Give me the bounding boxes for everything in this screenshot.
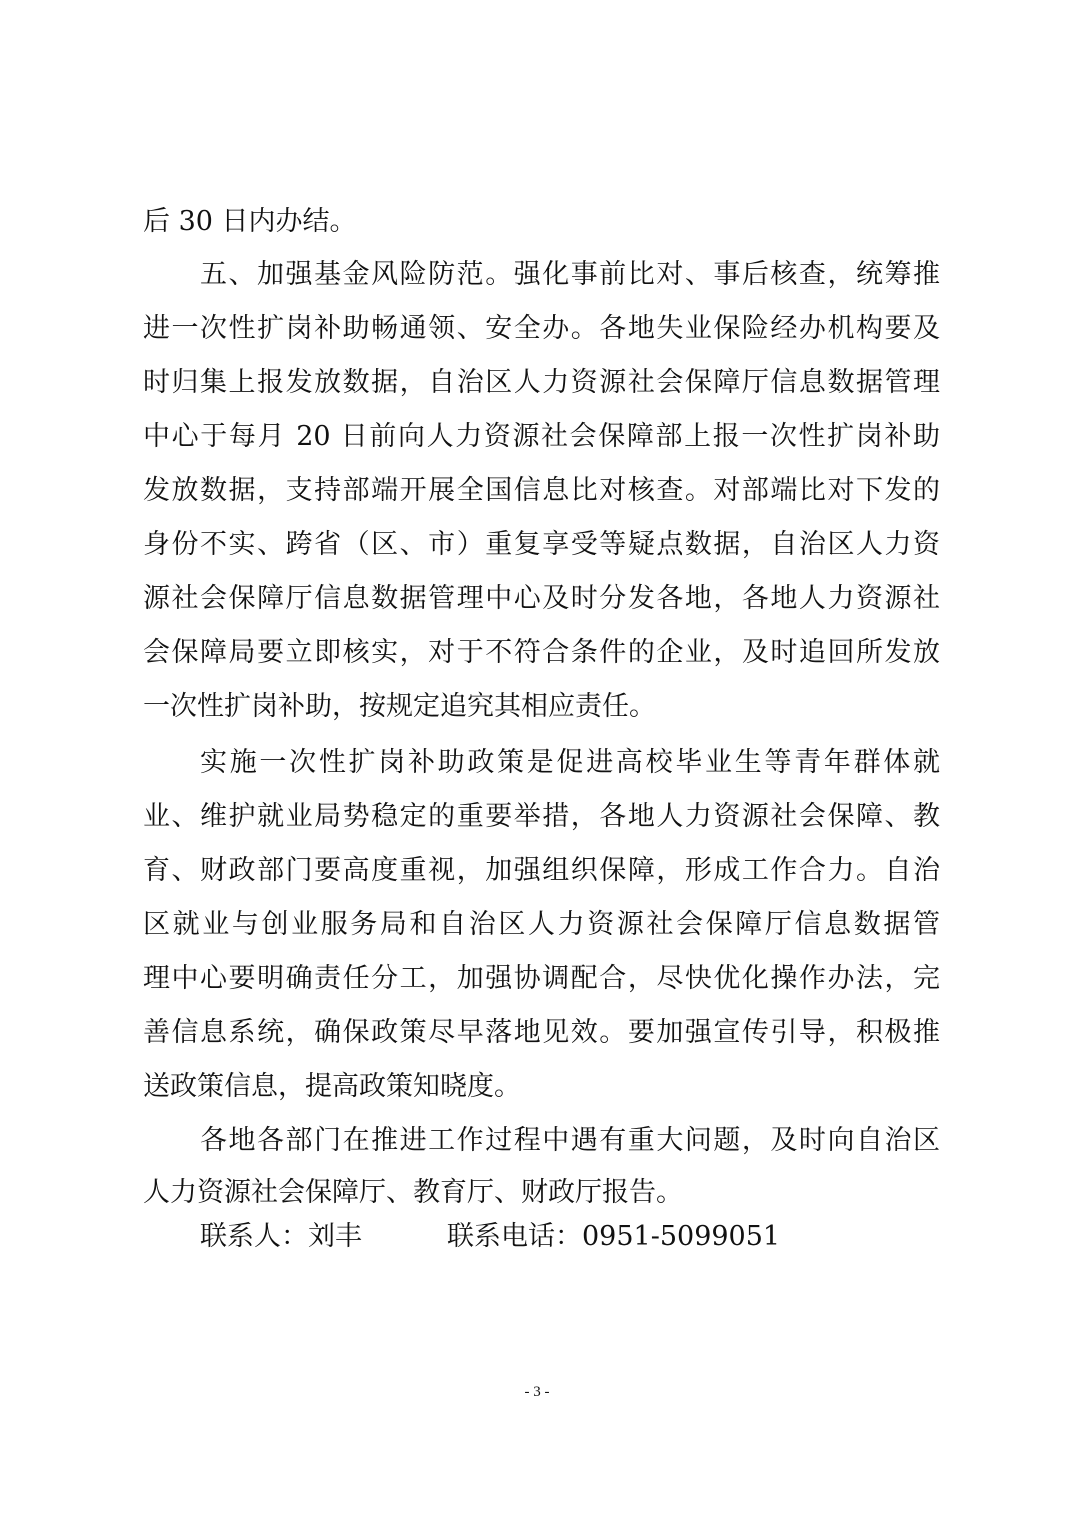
paragraph-line: 后 30 日内办结。 — [143, 206, 357, 237]
paragraph-line: 发放数据，支持部端开展全国信息比对核查。对部端比对下发的 — [143, 475, 940, 506]
paragraph-line: 时归集上报发放数据，自治区人力资源社会保障厅信息数据管理 — [143, 367, 940, 398]
paragraph-line: 育、财政部门要高度重视，加强组织保障，形成工作合力。自治 — [143, 855, 940, 886]
paragraph-line: 会保障局要立即核实，对于不符合条件的企业，及时追回所发放 — [143, 637, 940, 668]
paragraph-line: 区就业与创业服务局和自治区人力资源社会保障厅信息数据管 — [143, 909, 940, 940]
paragraph-line: 进一次性扩岗补助畅通领、安全办。各地失业保险经办机构要及 — [143, 313, 940, 344]
paragraph-line: 实施一次性扩岗补助政策是促进高校毕业生等青年群体就 — [200, 747, 940, 778]
paragraph-line: 身份不实、跨省（区、市）重复享受等疑点数据，自治区人力资 — [143, 529, 940, 560]
contact-phone: 联系电话：0951-5099051 — [447, 1221, 781, 1252]
paragraph-line: 源社会保障厅信息数据管理中心及时分发各地，各地人力资源社 — [143, 583, 940, 614]
paragraph-line: 各地各部门在推进工作过程中遇有重大问题，及时向自治区 — [200, 1125, 940, 1156]
paragraph-line: 五、加强基金风险防范。强化事前比对、事后核查，统筹推 — [200, 259, 940, 290]
paragraph-line: 一次性扩岗补助，按规定追究其相应责任。 — [143, 691, 656, 722]
paragraph-line: 中心于每月 20 日前向人力资源社会保障部上报一次性扩岗补助 — [143, 421, 940, 452]
paragraph-line: 送政策信息，提高政策知晓度。 — [143, 1071, 521, 1102]
paragraph-line: 理中心要明确责任分工，加强协调配合，尽快优化操作办法，完 — [143, 963, 940, 994]
page-number: - 3 - — [524, 1384, 550, 1400]
paragraph-line: 善信息系统，确保政策尽早落地见效。要加强宣传引导，积极推 — [143, 1017, 940, 1048]
paragraph-line: 人力资源社会保障厅、教育厅、财政厅报告。 — [143, 1177, 683, 1208]
contact-person: 联系人：刘丰 — [200, 1221, 362, 1252]
paragraph-line: 业、维护就业局势稳定的重要举措，各地人力资源社会保障、教 — [143, 801, 940, 832]
